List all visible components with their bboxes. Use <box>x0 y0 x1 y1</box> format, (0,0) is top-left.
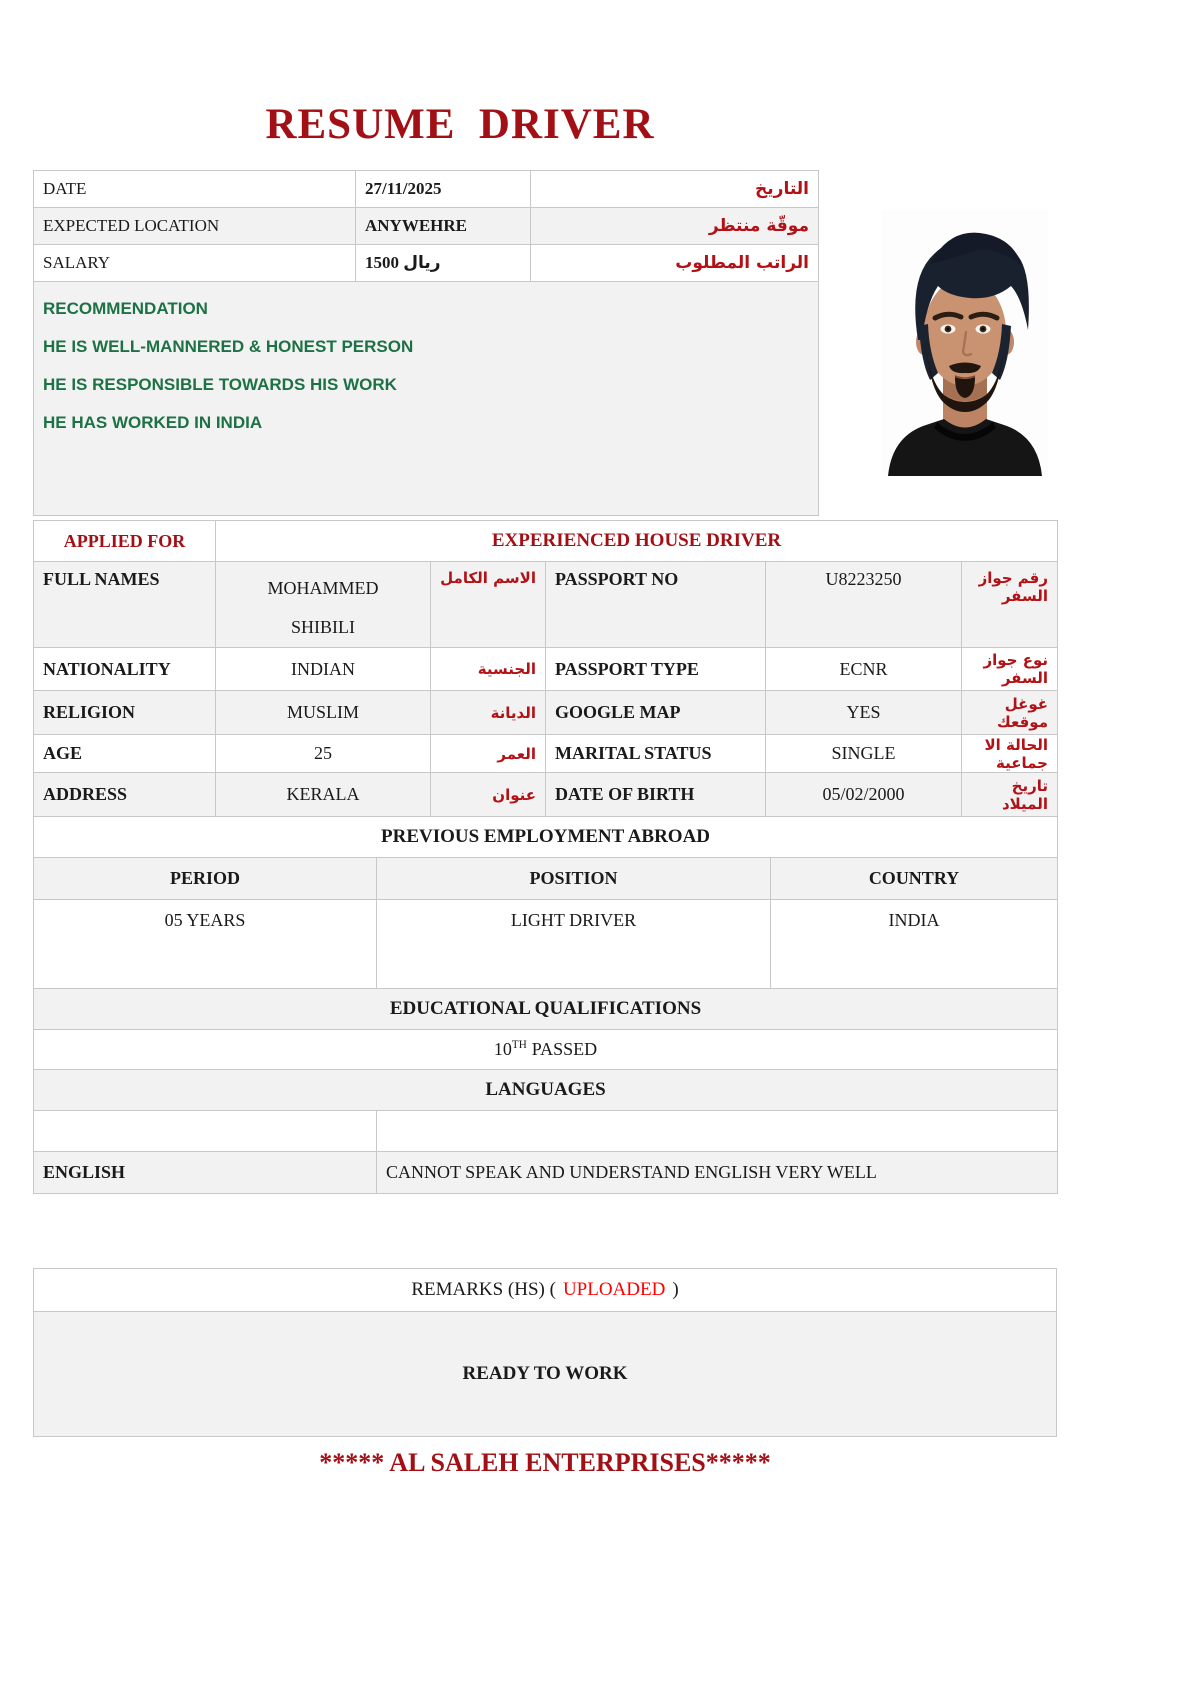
education-value-row <box>34 1030 1058 1070</box>
address-value: KERALA <box>216 773 431 817</box>
full-names-label-arabic: الاسم الكامل <box>431 562 546 648</box>
google-map-label: GOOGLE MAP <box>546 691 766 735</box>
recommendation-line: HE IS RESPONSIBLE TOWARDS HIS WORK <box>43 375 397 394</box>
full-names-row <box>34 562 1058 648</box>
languages-section-title: LANGUAGES <box>34 1070 1058 1111</box>
date-value: 27/11/2025 <box>356 171 531 208</box>
period-value: 05 YEARS <box>34 900 377 989</box>
recommendation-cell <box>34 282 819 516</box>
applicant-photo-illustration <box>882 210 1048 476</box>
age-label-arabic: العمر <box>431 735 546 773</box>
employment-values-row <box>34 900 1058 989</box>
top-info-table <box>33 170 819 516</box>
education-section-title: EDUCATIONAL QUALIFICATIONS <box>34 989 1058 1030</box>
recommendation-heading: RECOMMENDATION <box>43 299 208 318</box>
education-grade-suffix: TH <box>511 1039 527 1051</box>
nationality-row <box>34 648 1058 691</box>
passport-no-label-arabic: رقم جواز السفر <box>962 562 1058 648</box>
salary-label: SALARY <box>34 245 356 282</box>
english-row <box>34 1152 1058 1194</box>
passport-no-value: U8223250 <box>766 562 962 648</box>
applicant-details-table <box>33 520 1058 817</box>
empty-language-row <box>34 1111 1058 1152</box>
table-row <box>34 245 819 282</box>
address-label-arabic: عنوان <box>431 773 546 817</box>
religion-label-arabic: الديانة <box>431 691 546 735</box>
nationality-label: NATIONALITY <box>34 648 216 691</box>
expected-location-label-arabic: موقّة منتظر <box>531 208 819 245</box>
applied-for-value: EXPERIENCED HOUSE DRIVER <box>216 521 1058 562</box>
employment-education-table <box>33 816 1058 1111</box>
remarks-uploaded-status: UPLOADED <box>562 1279 666 1300</box>
marital-status-label: MARITAL STATUS <box>546 735 766 773</box>
date-of-birth-value: 05/02/2000 <box>766 773 962 817</box>
table-row <box>34 208 819 245</box>
age-row <box>34 735 1058 773</box>
google-map-value: YES <box>766 691 962 735</box>
period-header: PERIOD <box>34 858 377 900</box>
empty-cell <box>34 1111 377 1152</box>
passport-no-label: PASSPORT NO <box>546 562 766 648</box>
passport-type-label-arabic: نوع جواز السفر <box>962 648 1058 691</box>
applicant-photo <box>882 210 1048 476</box>
ready-to-work-row <box>34 1312 1057 1437</box>
religion-label: RELIGION <box>34 691 216 735</box>
education-value <box>34 1030 1058 1070</box>
english-value: CANNOT SPEAK AND UNDERSTAND ENGLISH VERY WELL <box>377 1152 1058 1194</box>
age-label: AGE <box>34 735 216 773</box>
language-skill-table <box>33 1110 1058 1194</box>
details-section <box>33 520 1057 1194</box>
passport-type-value: ECNR <box>766 648 962 691</box>
salary-value: 1500 ريال <box>356 245 531 282</box>
nationality-value: INDIAN <box>216 648 431 691</box>
full-name-line: MOHAMMED <box>267 578 379 598</box>
remarks-suffix: ) <box>672 1279 679 1300</box>
education-grade: 10 <box>493 1039 512 1059</box>
remarks-line <box>34 1269 1057 1312</box>
religion-value: MUSLIM <box>216 691 431 735</box>
remarks-row <box>34 1269 1057 1312</box>
languages-section-header <box>34 1070 1058 1111</box>
religion-row <box>34 691 1058 735</box>
english-label: ENGLISH <box>34 1152 377 1194</box>
date-of-birth-label: DATE OF BIRTH <box>546 773 766 817</box>
ready-to-work-text: READY TO WORK <box>34 1312 1057 1437</box>
date-label: DATE <box>34 171 356 208</box>
education-section-header <box>34 989 1058 1030</box>
employment-header-row <box>34 858 1058 900</box>
marital-status-value: SINGLE <box>766 735 962 773</box>
company-footer: ***** AL SALEH ENTERPRISES***** <box>319 1448 771 1477</box>
page-title: RESUME DRIVER <box>265 101 655 148</box>
position-header: POSITION <box>377 858 771 900</box>
date-label-arabic: التاريخ <box>531 171 819 208</box>
passport-type-label: PASSPORT TYPE <box>546 648 766 691</box>
recommendation-line: HE HAS WORKED IN INDIA <box>43 413 263 432</box>
address-row <box>34 773 1058 817</box>
position-value: LIGHT DRIVER <box>377 900 771 989</box>
applied-for-row <box>34 521 1058 562</box>
remarks-prefix: REMARKS (HS) ( <box>411 1279 556 1300</box>
expected-location-value: ANYWEHRE <box>356 208 531 245</box>
applied-for-label: APPLIED FOR <box>34 521 216 562</box>
full-names-value <box>216 562 431 648</box>
remarks-section <box>33 1268 1057 1437</box>
recommendation-block <box>34 282 819 516</box>
expected-location-label: EXPECTED LOCATION <box>34 208 356 245</box>
full-names-label: FULL NAMES <box>34 562 216 648</box>
remarks-table <box>33 1268 1057 1437</box>
empty-cell <box>377 1111 1058 1152</box>
employment-section-header <box>34 817 1058 858</box>
country-header: COUNTRY <box>771 858 1058 900</box>
employment-section-title: PREVIOUS EMPLOYMENT ABROAD <box>34 817 1058 858</box>
marital-status-label-arabic: الحالة الا جماعية <box>962 735 1058 773</box>
country-value: INDIA <box>771 900 1058 989</box>
full-name-line: SHIBILI <box>291 617 355 637</box>
salary-label-arabic: الراتب المطلوب <box>531 245 819 282</box>
education-status: PASSED <box>531 1039 598 1059</box>
recommendation-line: HE IS WELL-MANNERED & HONEST PERSON <box>43 337 414 356</box>
google-map-label-arabic: غوغل موقعك <box>962 691 1058 735</box>
nationality-label-arabic: الجنسية <box>431 648 546 691</box>
age-value: 25 <box>216 735 431 773</box>
date-of-birth-label-arabic: تاريخ الميلاد <box>962 773 1058 817</box>
table-row <box>34 171 819 208</box>
address-label: ADDRESS <box>34 773 216 817</box>
